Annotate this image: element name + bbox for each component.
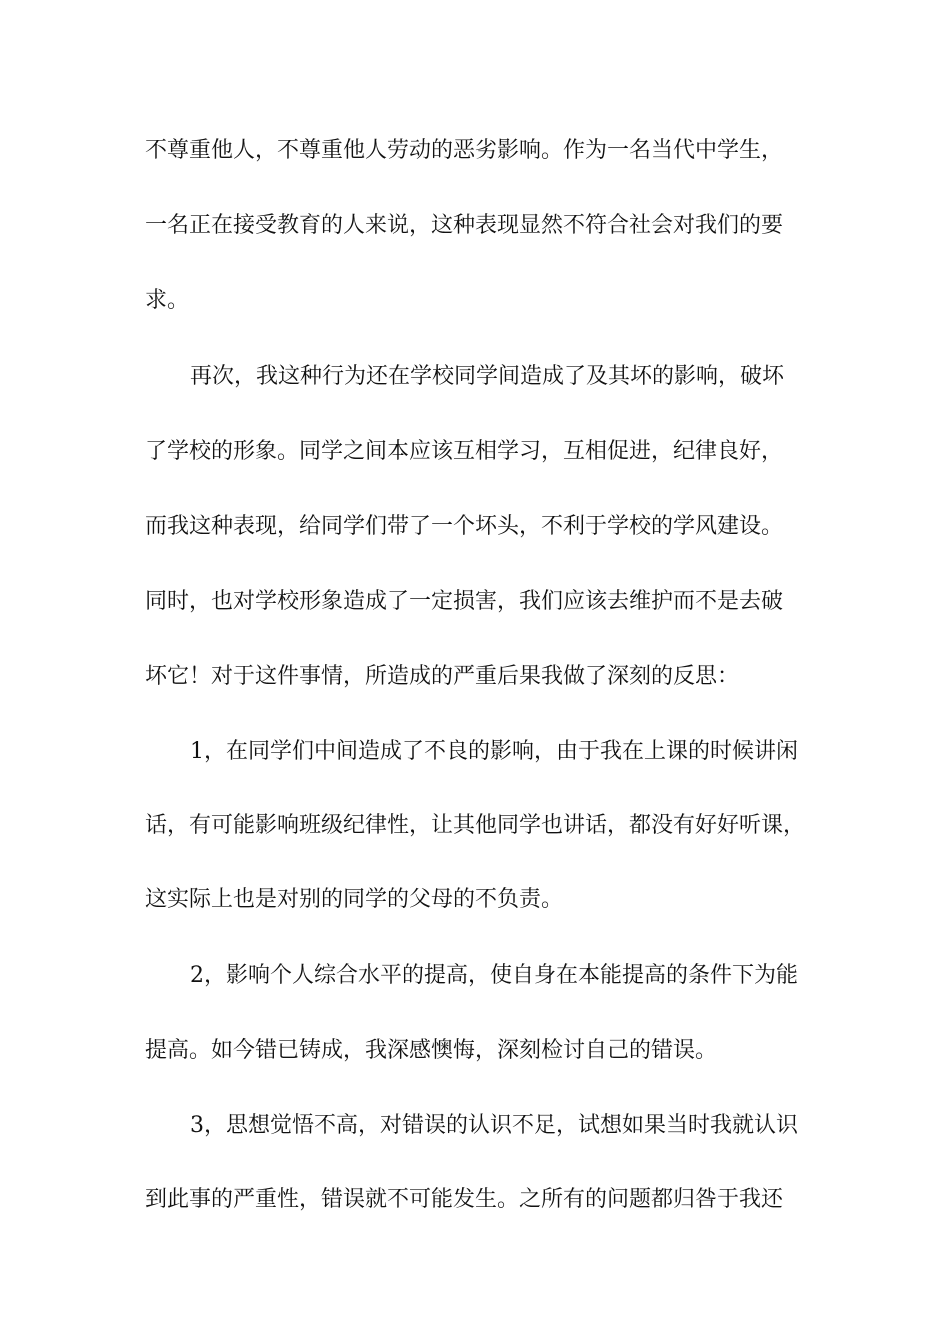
list-item-2-first-line: 2，影响个人综合水平的提高，使自身在本能提高的条件下为能 (190, 963, 798, 988)
text-line: 了学校的形象。同学之间本应该互相学习，互相促进，纪律良好， (145, 439, 784, 464)
text-line: 而我这种表现，给同学们带了一个坏头，不利于学校的学风建设。 (145, 514, 784, 539)
text-line: 求。 (145, 288, 190, 313)
list-item-1-first-line: 1，在同学们中间造成了不良的影响，由于我在上课的时候讲闲 (190, 739, 798, 764)
text-line: 这实际上也是对别的同学的父母的不负责。 (145, 887, 564, 912)
text-line: 提高。如今错已铸成，我深感懊悔，深刻检讨自己的错误。 (145, 1038, 718, 1063)
text-line: 到此事的严重性，错误就不可能发生。之所有的问题都归咎于我还 (145, 1187, 784, 1212)
list-item-3-first-line: 3，思想觉悟不高，对错误的认识不足，试想如果当时我就认识 (190, 1113, 798, 1138)
text-line: 同时，也对学校形象造成了一定损害，我们应该去维护而不是去破 (145, 589, 784, 614)
text-line: 一名正在接受教育的人来说，这种表现显然不符合社会对我们的要 (145, 213, 784, 238)
paragraph-first-line: 再次，我这种行为还在学校同学间造成了及其坏的影响，破坏 (190, 364, 785, 389)
text-line: 坏它！对于这件事情，所造成的严重后果我做了深刻的反思： (145, 664, 740, 689)
text-line: 不尊重他人，不尊重他人劳动的恶劣影响。作为一名当代中学生， (145, 138, 784, 163)
text-line: 话，有可能影响班级纪律性，让其他同学也讲话，都没有好好听课， (145, 813, 806, 838)
